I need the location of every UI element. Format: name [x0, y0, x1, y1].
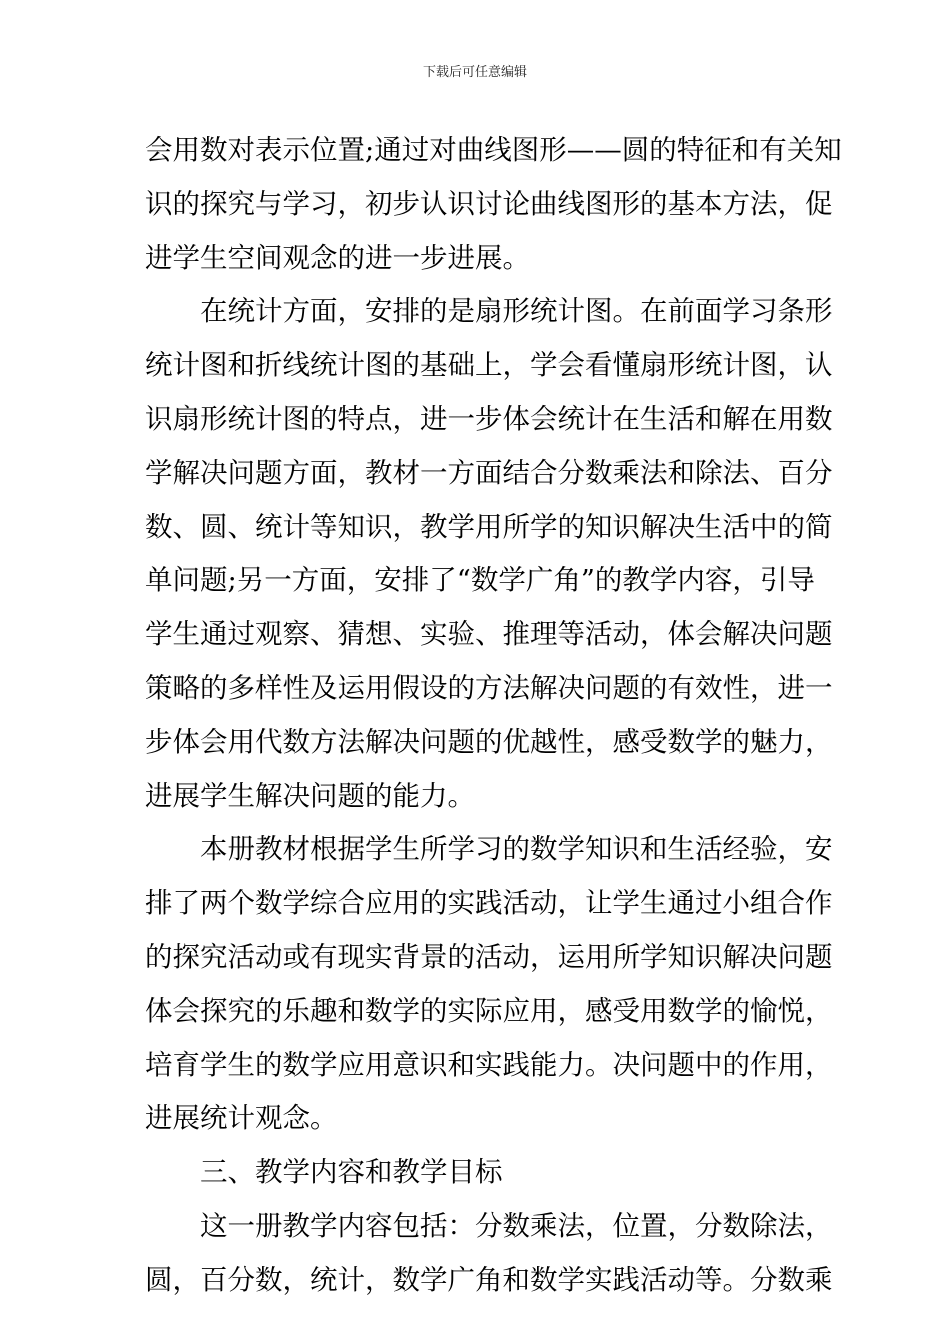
text-line: 进展统计观念。	[145, 1102, 338, 1135]
text-line: 识的探究与学习，初步认识讨论曲线图形的基本方法，促	[145, 187, 833, 220]
text-line: 步体会用代数方法解决问题的优越性，感受数学的魅力，	[145, 725, 833, 758]
text-line: 统计图和折线统计图的基础上，学会看懂扇形统计图，认	[145, 349, 833, 382]
text-line: 圆，百分数，统计，数学广角和数学实践活动等。分数乘	[145, 1263, 833, 1296]
text-line: 培育学生的数学应用意识和实践能力。决问题中的作用，	[145, 1048, 833, 1081]
text-line: 数、圆、统计等知识，教学用所学的知识解决生活中的简	[145, 510, 833, 543]
text-line: 本册教材根据学生所学习的数学知识和生活经验，安	[200, 833, 833, 866]
text-line: 学解决问题方面，教材一方面结合分数乘法和除法、百分	[145, 456, 833, 489]
text-line: 体会探究的乐趣和数学的实际应用，感受用数学的愉悦，	[145, 994, 833, 1027]
text-line: 会用数对表示位置;通过对曲线图形——圆的特征和有关知	[145, 134, 842, 166]
document-body	[145, 124, 842, 1308]
text-line: 排了两个数学综合应用的实践活动，让学生通过小组合作	[145, 887, 833, 920]
text-line: 学生通过观察、猜想、实验、推理等活动，体会解决问题	[145, 618, 833, 651]
text-line: 策略的多样性及运用假设的方法解决问题的有效性，进一	[145, 671, 833, 704]
text-line: 进学生空间观念的进一步进展。	[145, 241, 530, 274]
text-line: 单问题;另一方面，安排了“数学广角”的教学内容，引导	[145, 564, 815, 597]
text-line: 进展学生解决问题的能力。	[145, 779, 475, 812]
text-line: 三、教学内容和教学目标	[200, 1156, 503, 1189]
text-line: 识扇形统计图的特点，进一步体会统计在生活和解在用数	[145, 402, 833, 435]
text-line: 这一册教学内容包括：分数乘法，位置，分数除法，	[200, 1209, 833, 1242]
text-line: 的探究活动或有现实背景的活动，运用所学知识解决问题	[145, 940, 833, 973]
page-header: 下载后可任意编辑	[422, 65, 527, 80]
text-line: 在统计方面，安排的是扇形统计图。在前面学习条形	[200, 295, 833, 328]
